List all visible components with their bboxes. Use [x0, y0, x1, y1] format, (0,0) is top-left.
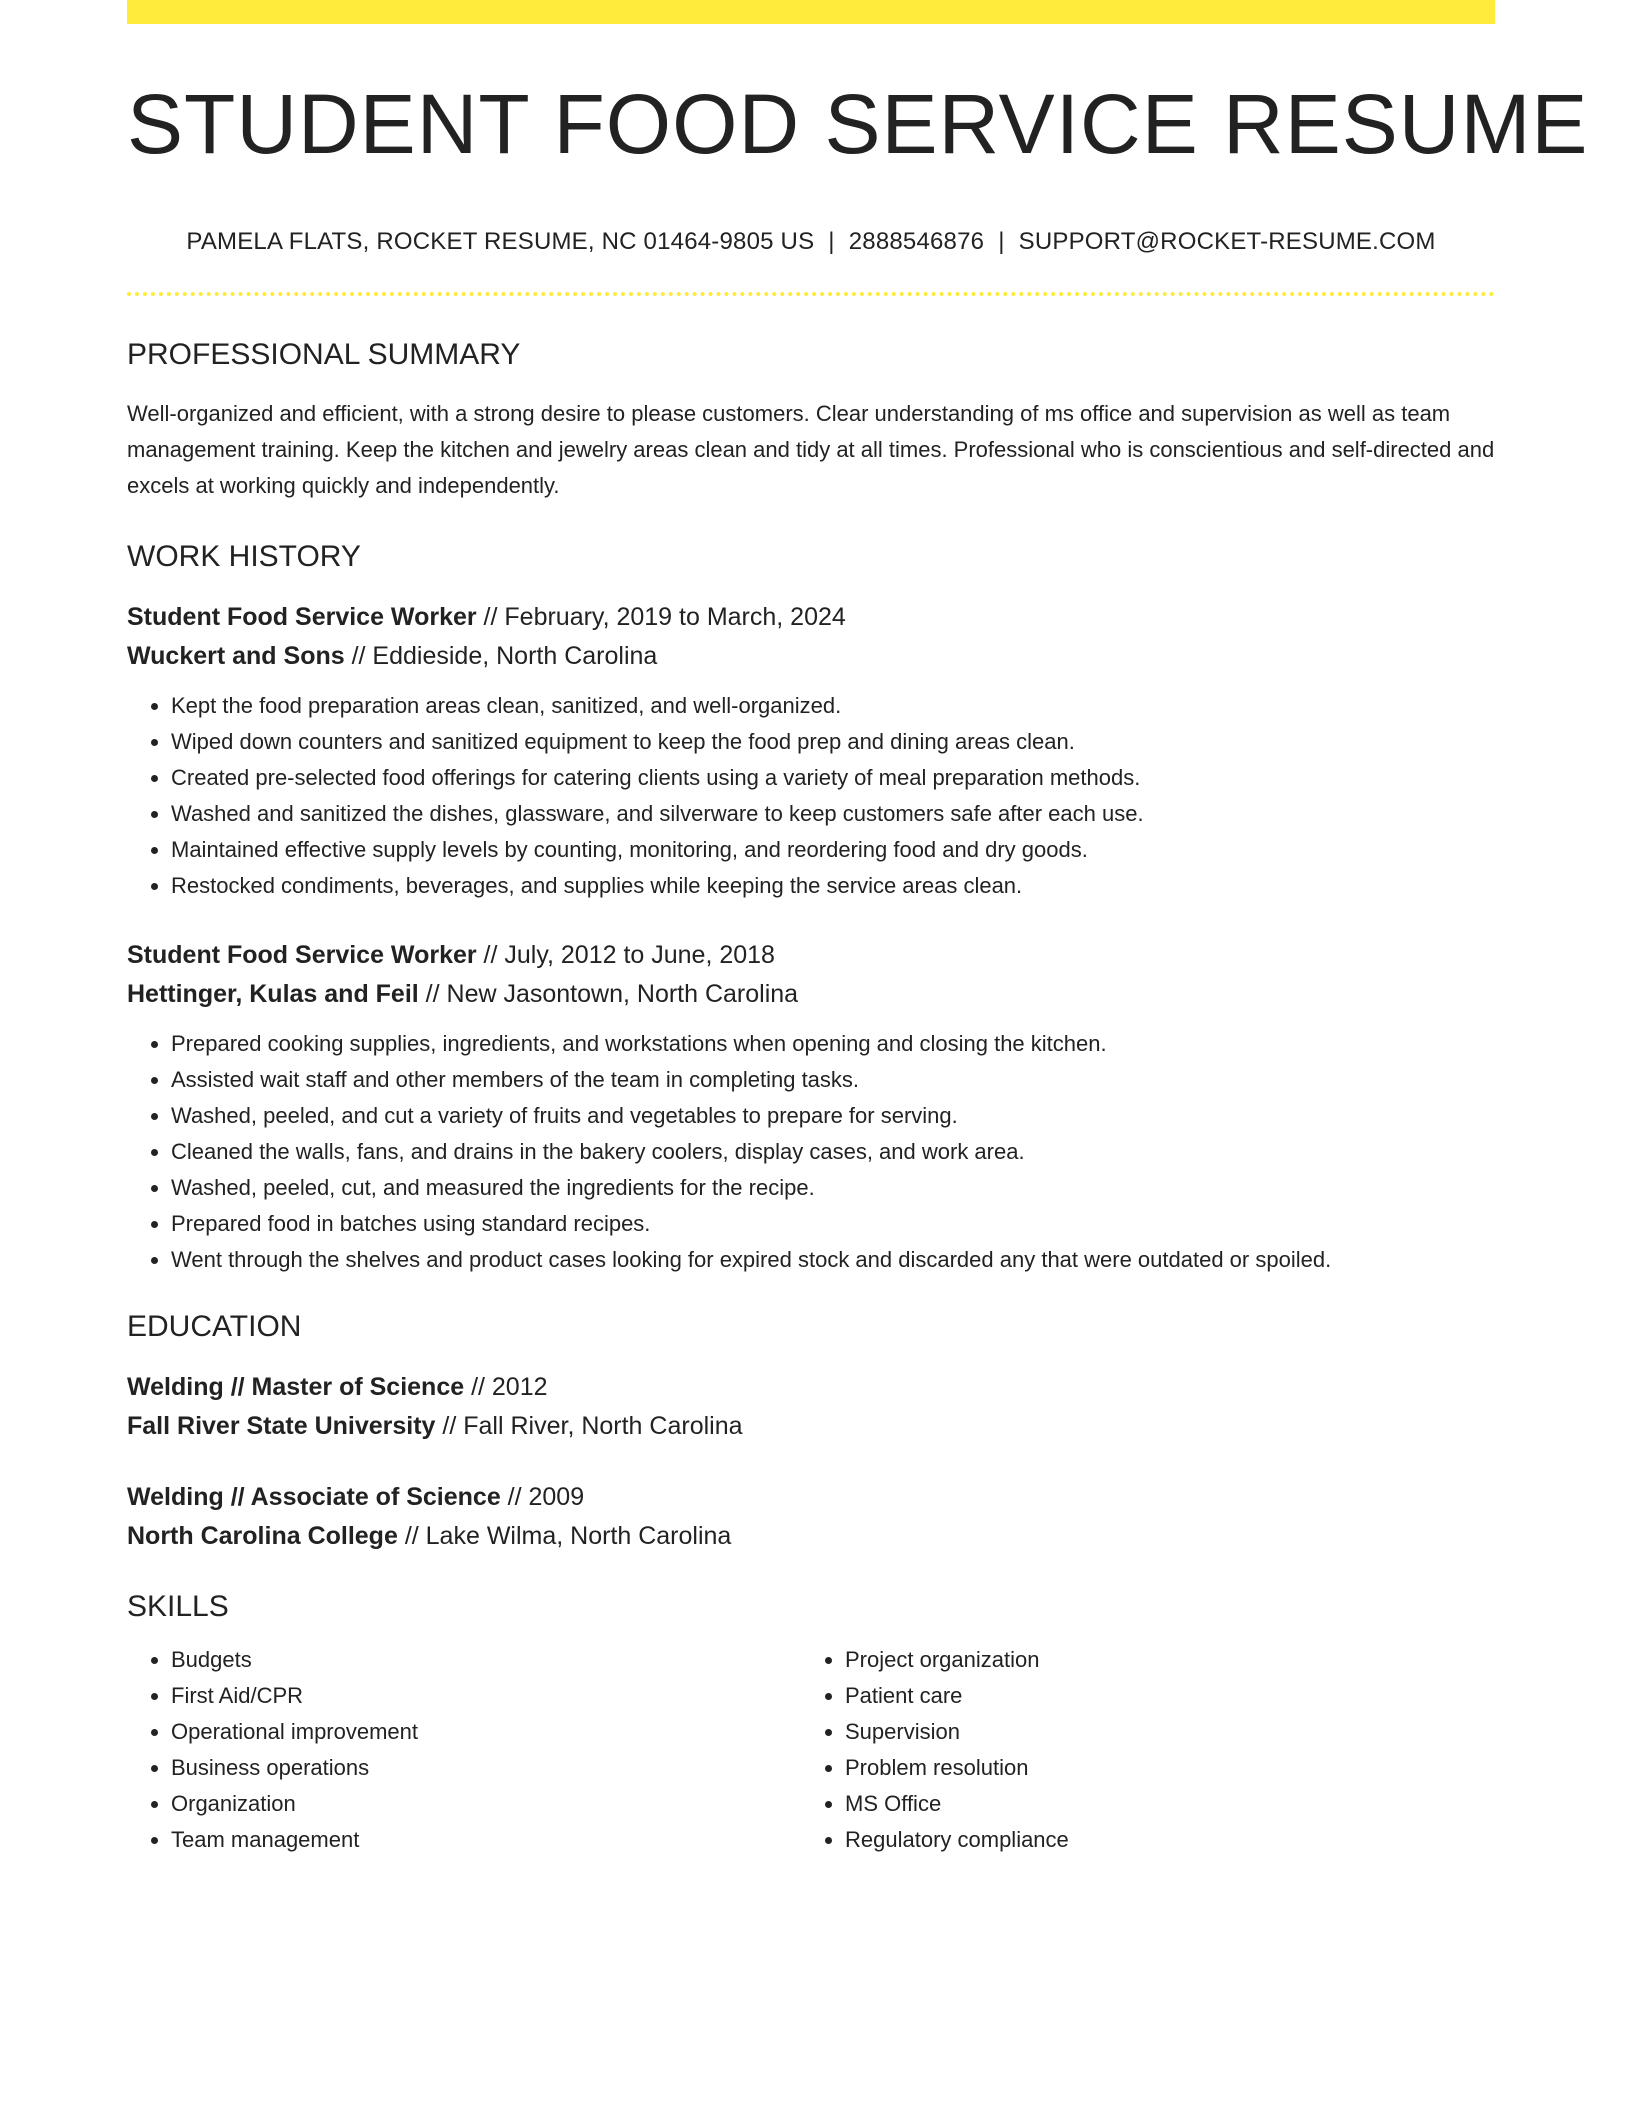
degree-year: // 2009: [500, 1483, 585, 1511]
job-entry: [127, 936, 1495, 1278]
school-location: // Fall River, North Carolina: [435, 1412, 743, 1440]
education-heading: EDUCATION: [127, 1310, 302, 1343]
contact-phone: 2888546876: [848, 228, 985, 255]
school-line: [127, 1407, 1495, 1446]
list-item: • First Aid/CPR: [171, 1678, 801, 1714]
job-company: Wuckert and Sons: [127, 642, 345, 670]
contact-address: PAMELA FLATS, ROCKET RESUME, NC 01464-9805 US: [186, 228, 815, 255]
contact-email: SUPPORT@ROCKET-RESUME.COM: [1018, 228, 1436, 255]
job-entry: [127, 598, 1495, 904]
job-title-line: [127, 598, 1495, 637]
work-history-heading: WORK HISTORY: [127, 540, 361, 573]
school: Fall River State University: [127, 1412, 436, 1440]
degree: Welding // Associate of Science: [127, 1483, 501, 1511]
skills-list-right: [801, 1642, 1475, 1858]
skills-list-left: [127, 1642, 801, 1858]
list-item: • Operational improvement: [171, 1714, 801, 1750]
list-item: • Wiped down counters and sanitized equipment to keep the food prep and dining areas clean.: [171, 724, 1495, 760]
list-item: • Assisted wait staff and other members of the team in completing tasks.: [171, 1062, 1495, 1098]
list-item: • MS Office: [845, 1786, 1475, 1822]
list-item: • Team management: [171, 1822, 801, 1858]
list-item: • Cleaned the walls, fans, and drains in the bakery coolers, display cases, and work area.: [171, 1134, 1495, 1170]
list-item: • Supervision: [845, 1714, 1475, 1750]
degree-line: [127, 1478, 1495, 1517]
skills-columns: [127, 1642, 1495, 1858]
list-item: • Problem resolution: [845, 1750, 1475, 1786]
list-item: • Patient care: [845, 1678, 1475, 1714]
top-accent-bar: [127, 0, 1495, 24]
list-item: • Prepared cooking supplies, ingredients, and workstations when opening and closing the kitchen.: [171, 1026, 1495, 1062]
list-item: • Washed, peeled, cut, and measured the ingredients for the recipe.: [171, 1170, 1495, 1206]
job-location: // New Jasontown, North Carolina: [418, 980, 799, 1008]
job-dates: // July, 2012 to June, 2018: [476, 941, 775, 969]
education-entry: [127, 1368, 1495, 1446]
summary-heading: PROFESSIONAL SUMMARY: [127, 338, 521, 371]
degree: Welding // Master of Science: [127, 1373, 465, 1401]
list-item: • Regulatory compliance: [845, 1822, 1475, 1858]
education-entry: [127, 1478, 1495, 1556]
school: North Carolina College: [127, 1522, 398, 1550]
job-company-line: [127, 637, 1495, 676]
resume-title: STUDENT FOOD SERVICE RESUME: [127, 77, 1589, 171]
list-item: • Maintained effective supply levels by counting, monitoring, and reordering food and dry goods.: [171, 832, 1495, 868]
contact-line: [127, 228, 1495, 256]
list-item: • Washed, peeled, and cut a variety of fruits and vegetables to prepare for serving.: [171, 1098, 1495, 1134]
list-item: • Washed and sanitized the dishes, glassware, and silverware to keep customers safe after each use.: [171, 796, 1495, 832]
dotted-divider: [127, 292, 1495, 296]
job-duties-list: [127, 1026, 1495, 1278]
job-location: // Eddieside, North Carolina: [344, 642, 658, 670]
school-location: // Lake Wilma, North Carolina: [397, 1522, 732, 1550]
job-title: Student Food Service Worker: [127, 941, 477, 969]
list-item: • Restocked condiments, beverages, and supplies while keeping the service areas clean.: [171, 868, 1495, 904]
list-item: • Created pre-selected food offerings for catering clients using a variety of meal preparation methods.: [171, 760, 1495, 796]
job-duties-list: [127, 688, 1495, 904]
list-item: • Project organization: [845, 1642, 1475, 1678]
list-item: • Went through the shelves and product cases looking for expired stock and discarded any that were outdated or spoiled.: [171, 1242, 1495, 1278]
summary-text: Well-organized and efficient, with a strong desire to please customers. Clear understanding of ms office and supervision as well as team management training. Keep the kitchen and jewelry areas clean and tidy at all times. Professional who is conscientious and self-directed and excels at working quickly and independently.: [127, 401, 1495, 498]
degree-year: // 2012: [464, 1373, 548, 1401]
job-company-line: [127, 975, 1495, 1014]
list-item: • Organization: [171, 1786, 801, 1822]
job-company: Hettinger, Kulas and Feil: [127, 980, 419, 1008]
degree-line: [127, 1368, 1495, 1407]
list-item: • Kept the food preparation areas clean, sanitized, and well-organized.: [171, 688, 1495, 724]
school-line: [127, 1517, 1495, 1556]
job-title: Student Food Service Worker: [127, 603, 477, 631]
skills-heading: SKILLS: [127, 1590, 229, 1623]
list-item: • Prepared food in batches using standard recipes.: [171, 1206, 1495, 1242]
job-dates: // February, 2019 to March, 2024: [476, 603, 846, 631]
contact-separator: |: [998, 228, 1005, 255]
list-item: • Business operations: [171, 1750, 801, 1786]
resume-page: [127, 0, 1589, 1858]
job-title-line: [127, 936, 1495, 975]
list-item: • Budgets: [171, 1642, 801, 1678]
contact-separator: |: [828, 228, 835, 255]
